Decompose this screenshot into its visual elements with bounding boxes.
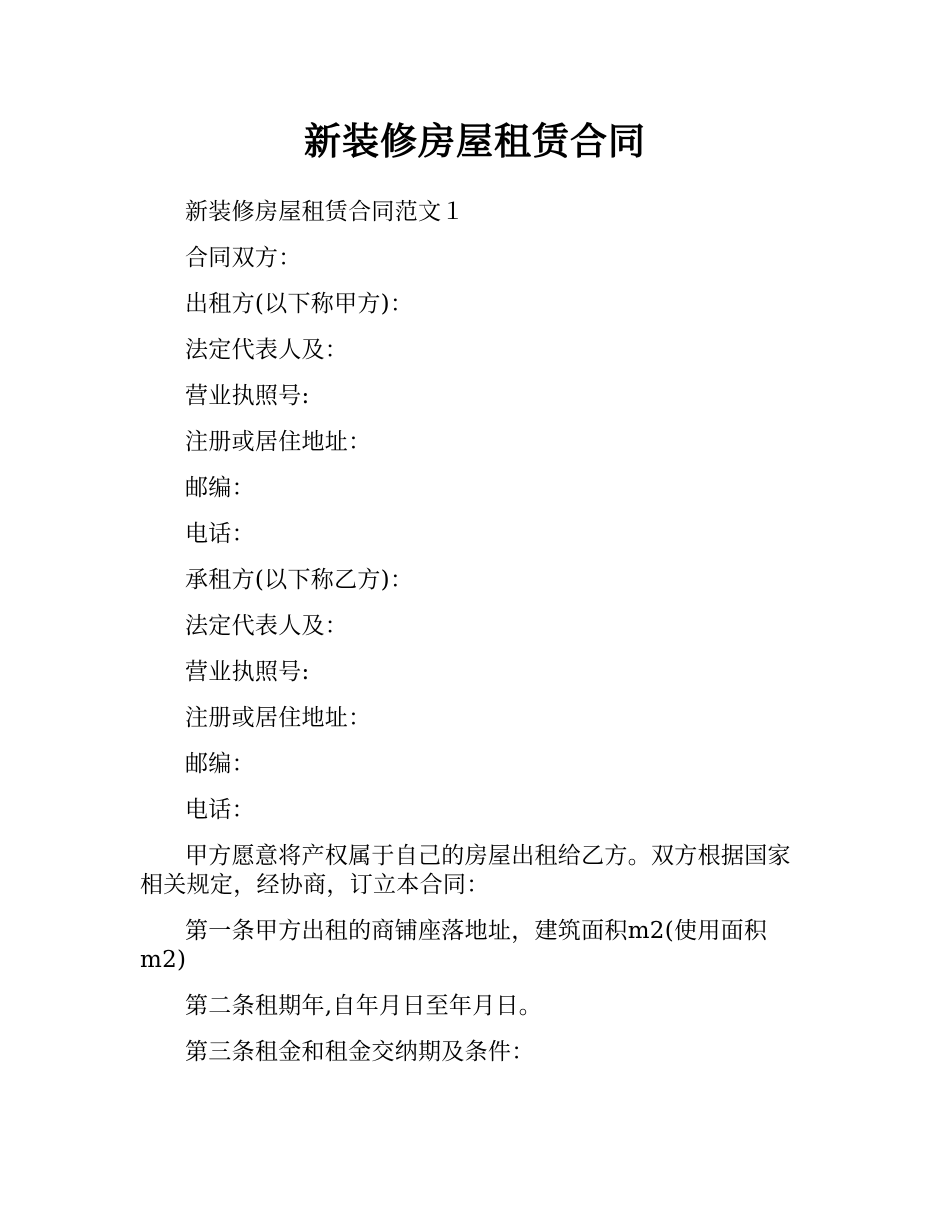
paragraph-lessee: 承租方(以下称乙方)： [185, 567, 414, 593]
paragraph-agreement: 甲方愿意将产权属于自己的房屋出租给乙方。双方根据国家相关规定，经协商，订立本合同： [140, 843, 791, 898]
paragraph-lessor-representative: 法定代表人及： [185, 337, 349, 363]
paragraph-lessor-postcode: 邮编： [185, 475, 255, 501]
paragraph-lessor-phone: 电话： [185, 521, 255, 547]
paragraph-lessor-license: 营业执照号: [185, 383, 310, 409]
paragraph-parties: 合同双方： [185, 245, 302, 271]
paragraph-lessor-address: 注册或居住地址： [185, 429, 372, 455]
paragraph-lessor: 出租方(以下称甲方)： [185, 291, 414, 317]
paragraph-subtitle: 新装修房屋租赁合同范文１ [185, 199, 465, 225]
paragraph-lessee-address: 注册或居住地址： [185, 705, 372, 731]
paragraph-lessee-postcode: 邮编： [185, 751, 255, 777]
paragraph-lessee-representative: 法定代表人及： [185, 613, 349, 639]
document-body [140, 198, 808, 1084]
paragraph-article-3: 第三条租金和租金交纳期及条件： [185, 1039, 535, 1065]
document-title: 新装修房屋租赁合同 [304, 120, 646, 163]
paragraph-article-2: 第二条租期年,自年月日至年月日。 [185, 993, 543, 1019]
paragraph-lessee-license: 营业执照号: [185, 659, 310, 685]
paragraph-lessee-phone: 电话： [185, 797, 255, 823]
paragraph-article-1: 第一条甲方出租的商铺座落地址，建筑面积m2(使用面积m2) [140, 918, 768, 973]
